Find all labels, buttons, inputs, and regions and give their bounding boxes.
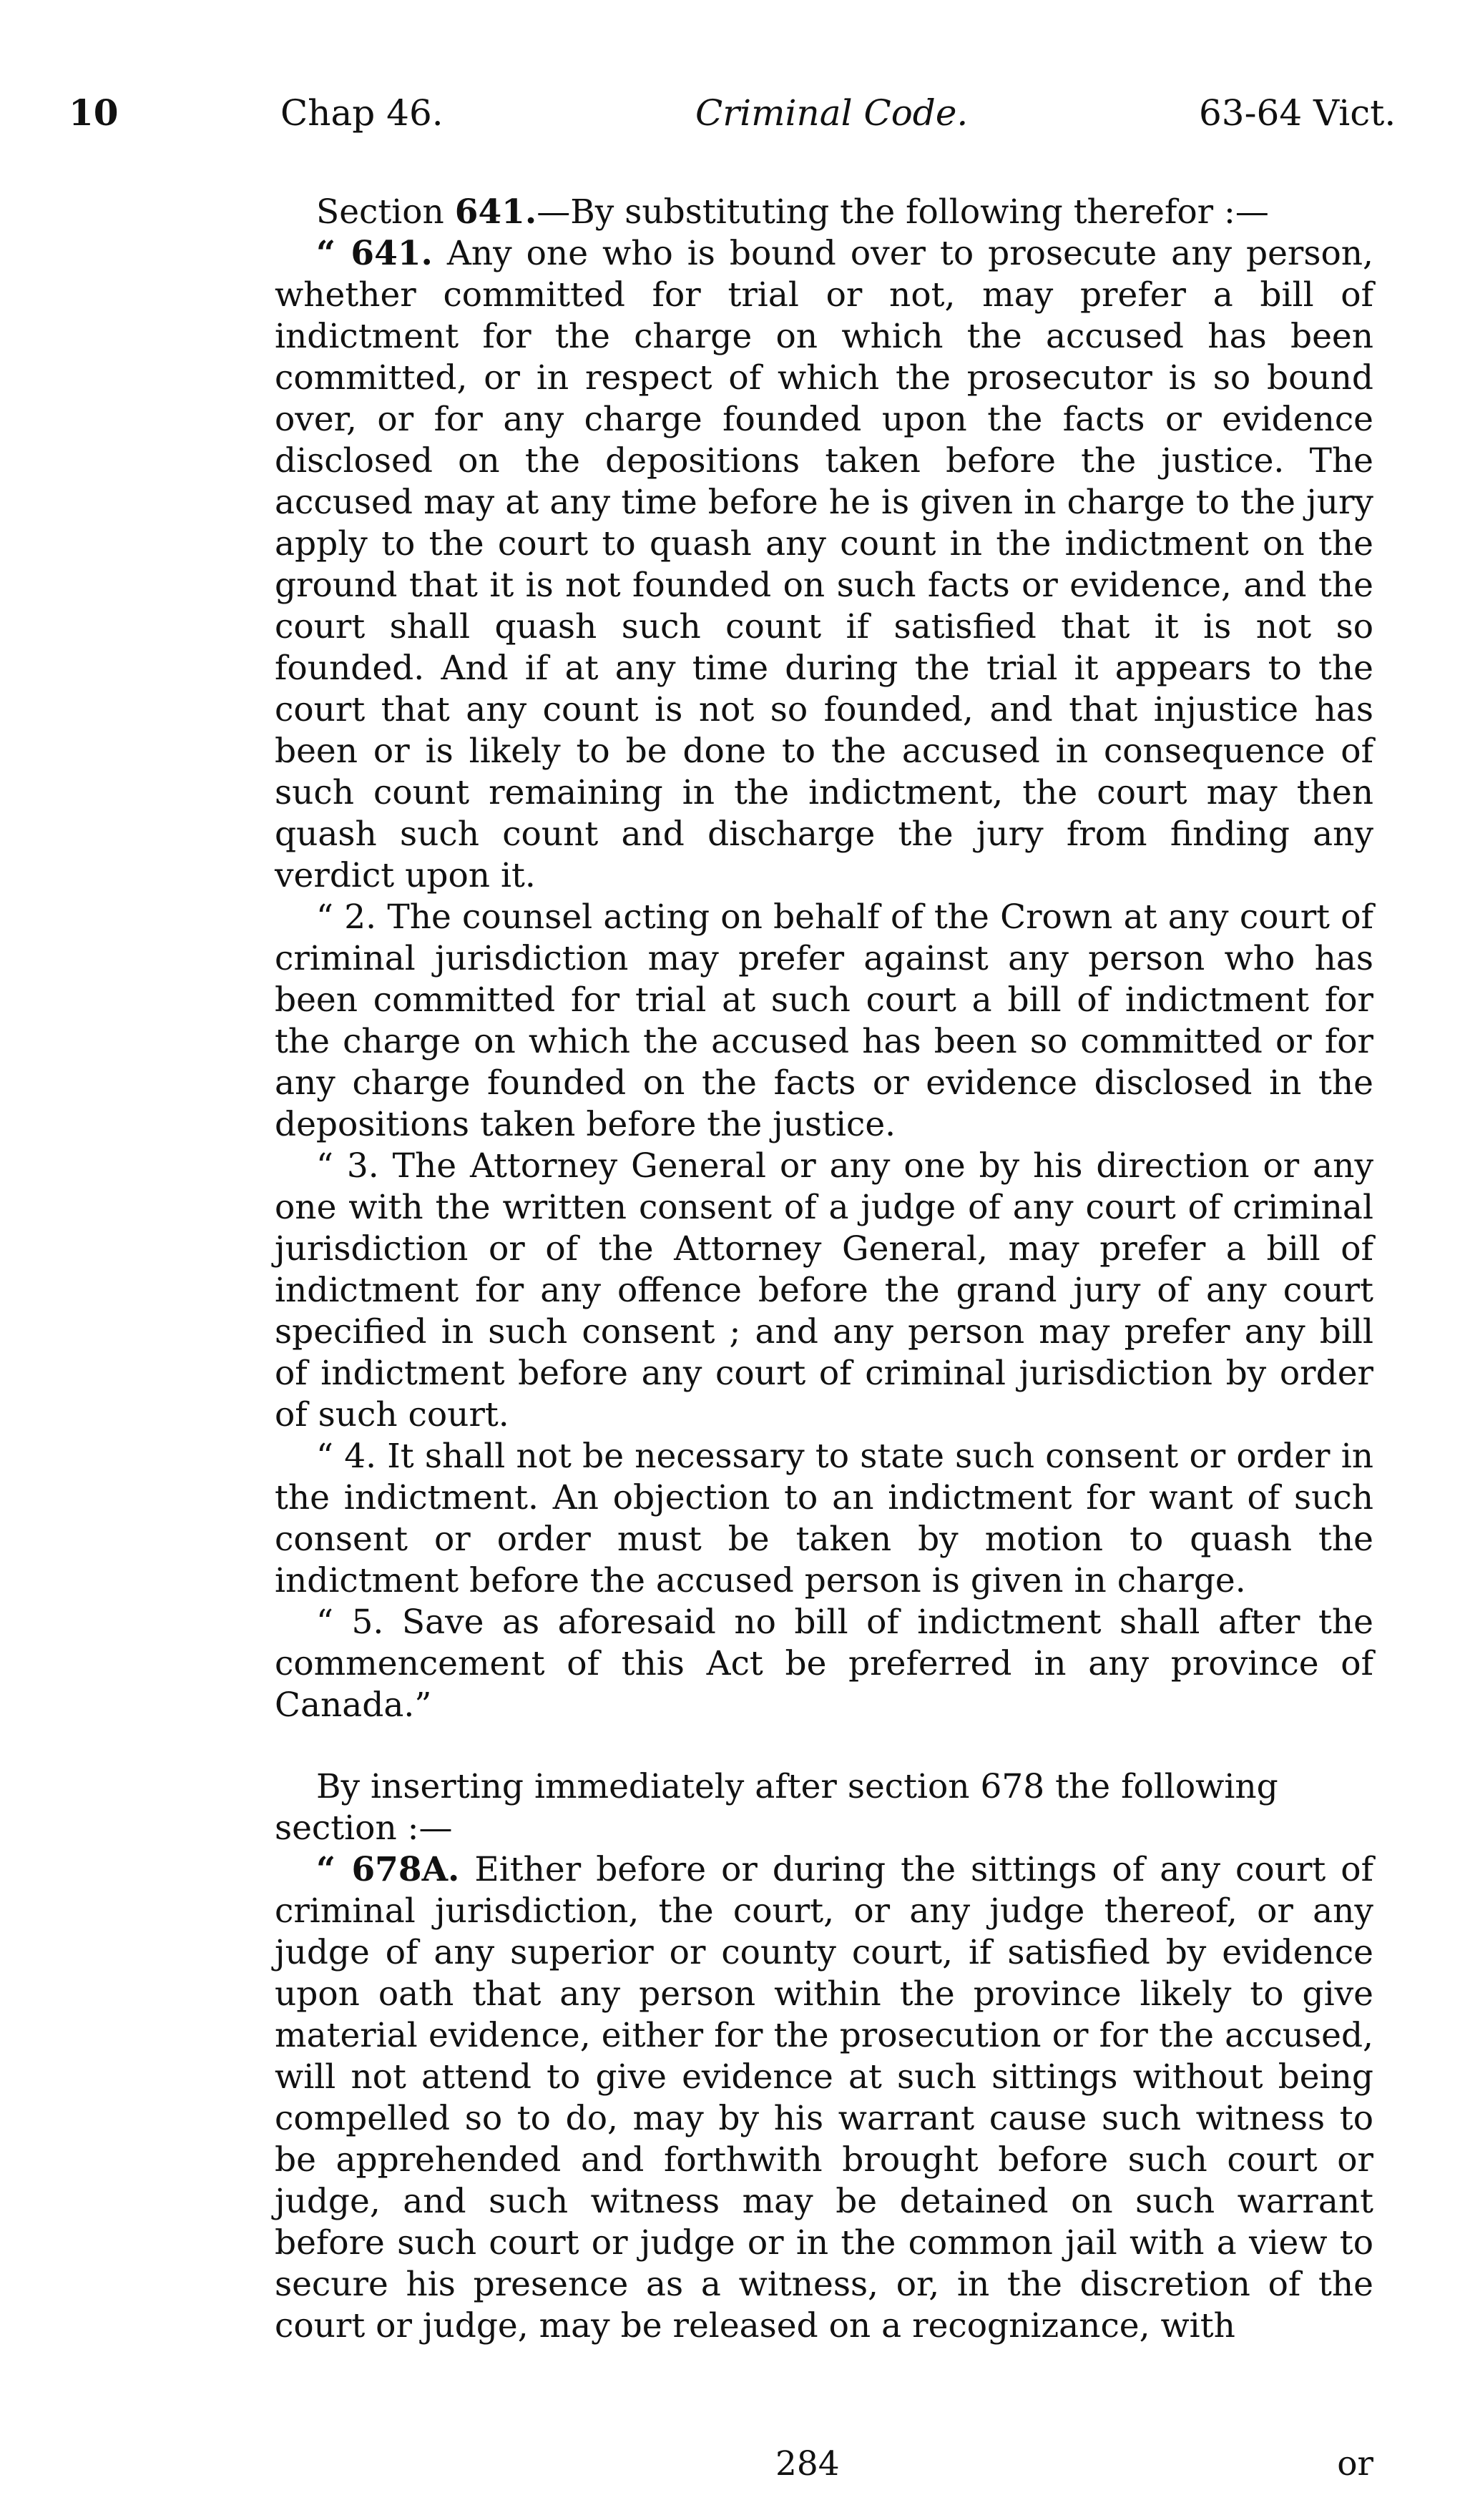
running-header	[0, 84, 1465, 142]
subsection-3: “ 3. The Attorney General or any one by his direction or any one with the written consent of a judge of any court of criminal jurisdiction or of the Attorney General, may prefer a bill of indictment for any offence before the grand jury of any court specified in such consent ; and any person may prefer any bill of indictment before any court of criminal jurisdiction by order of such court.	[275, 1146, 1373, 1434]
intro-rest: —By substituting the following therefor :—	[536, 192, 1269, 232]
intro-text: Section	[316, 192, 455, 232]
section-641-marker: “ 641.	[316, 234, 433, 273]
folio-number: 284	[775, 2444, 840, 2484]
section-641-paragraph	[275, 233, 1373, 897]
section-678a-text: Either before or during the sittings of any court of criminal jurisdiction, the court, or any judge thereof, or any judge of any superior or county court, if satisfied by evidence upon oath that any person within the province likely to give material evidence, either for the prosecution or for the accused, will not attend to give evidence at such sittings without being compelled so to do, may by his warrant cause such witness to be apprehended and forthwith brought before such court or judge, and such witness may be detained on such warrant before such court or judge or in the common jail with a view to secure his presence as a witness, or, in the discretion of the court or judge, may be released on a recognizance, with	[275, 1850, 1373, 2346]
section-678a-marker: “ 678A.	[316, 1850, 460, 1889]
section-641-text: Any one who is bound over to prosecute any person, whether committed for trial or not, may prefer a bill of indictment for the charge on which the accused has been committed, or in respect of which the prosecutor is so bound over, or for any charge founded upon the facts or evidence disclosed on the depositions taken before the justice. The accused may at any time before he is given in charge to the jury apply to the court to quash any count in the indictment on the ground that it is not founded on such facts or evidence, and the court shall quash such count if satisfied that it is not so founded. And if at any time during the trial it appears to the court that any count is not so founded, and that injustice has been or is likely to be done to the accused in consequence of such count remaining in the indictment, the court may then quash such count and discharge the jury from finding any verdict upon it.	[275, 234, 1373, 895]
insertion-instruction	[275, 1766, 1373, 1849]
running-title: Criminal Code.	[695, 92, 969, 134]
amendment-intro	[275, 192, 1373, 233]
subsection-4: “ 4. It shall not be necessary to state such consent or order in the indictment. An objection to an indictment for want of such consent or order must be taken by motion to quash the indictment before the accused person is given in charge.	[275, 1437, 1373, 1600]
subsection-2: “ 2. The counsel acting on behalf of the Crown at any court of criminal jurisdiction may prefer against any person who has been committed for trial at such court a bill of indictment for the charge on which the accused has been so committed or for any charge founded on the facts or evidence disclosed in the depositions taken before the justice.	[275, 897, 1373, 1144]
page-footer	[275, 2443, 1373, 2486]
insertion-line-1: By inserting immediately after section 678 the following	[316, 1767, 1278, 1806]
section-678a-paragraph	[275, 1849, 1373, 2347]
regnal-year: 63-64 Vict.	[1199, 92, 1396, 134]
catchword: or	[1337, 2444, 1373, 2484]
body-text	[275, 192, 1373, 2347]
page-number: 10	[69, 92, 119, 134]
insertion-line-2: section :—	[275, 1808, 453, 1848]
subsection-5: “ 5. Save as aforesaid no bill of indictment shall after the commencement of this Act be preferred in any province of Canada.”	[275, 1603, 1373, 1725]
section-number: 641.	[454, 192, 537, 232]
chapter-label: Chap 46.	[280, 92, 444, 134]
